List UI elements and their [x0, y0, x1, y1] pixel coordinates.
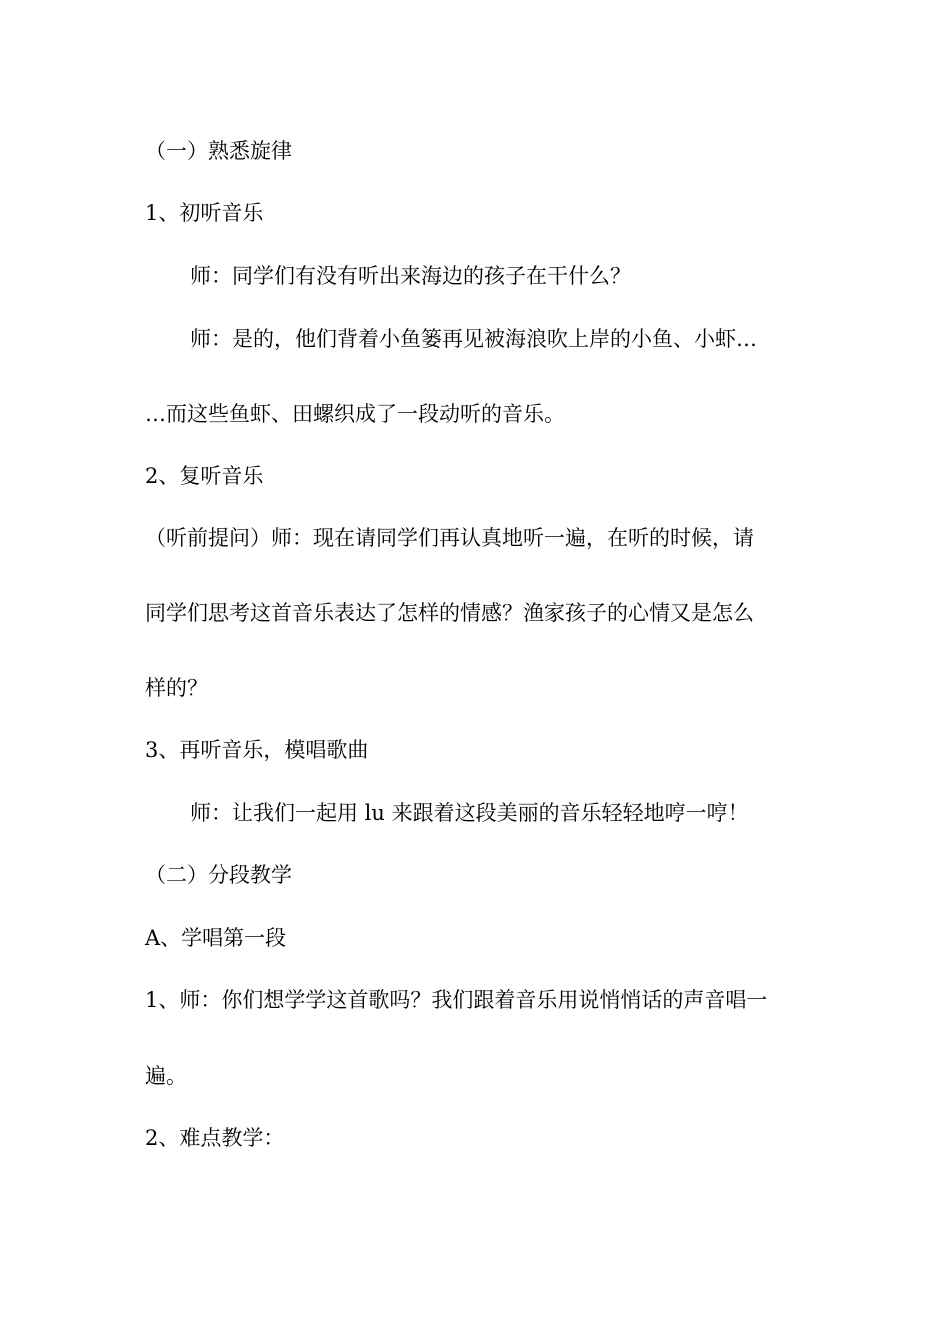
subsection-learn-first-part: A、学唱第一段	[145, 926, 287, 950]
step-third-listen: 3、再听音乐，模唱歌曲	[145, 738, 369, 762]
teacher-question-line: 师：同学们有没有听出来海边的孩子在干什么？	[190, 264, 631, 288]
pre-listen-question-line-3: 样的？	[145, 676, 208, 700]
step-second-listen: 2、复听音乐	[145, 464, 264, 488]
teacher-hum-instruction: 师：让我们一起用 lu 来跟着这段美丽的音乐轻轻地哼一哼！	[190, 801, 749, 825]
section-heading-segment-teaching: （二）分段教学	[145, 863, 292, 887]
pre-listen-question-line-2: 同学们思考这首音乐表达了怎样的情感？渔家孩子的心情又是怎么	[145, 601, 754, 625]
teacher-learn-song-line-1: 1、师：你们想学学这首歌吗？我们跟着音乐用说悄悄话的声音唱一	[145, 988, 768, 1012]
teacher-answer-line-1: 师：是的，他们背着小鱼篓再见被海浪吹上岸的小鱼、小虾…	[190, 327, 757, 351]
pre-listen-question-line-1: （听前提问）师：现在请同学们再认真地听一遍，在听的时候，请	[145, 526, 754, 550]
teacher-learn-song-line-2: 遍。	[145, 1064, 187, 1088]
step-first-listen: 1、初听音乐	[145, 201, 264, 225]
step-difficult-points: 2、难点教学：	[145, 1126, 285, 1150]
section-heading-familiarize-melody: （一）熟悉旋律	[145, 139, 292, 163]
teacher-answer-line-2: …而这些鱼虾、田螺织成了一段动听的音乐。	[145, 402, 565, 426]
